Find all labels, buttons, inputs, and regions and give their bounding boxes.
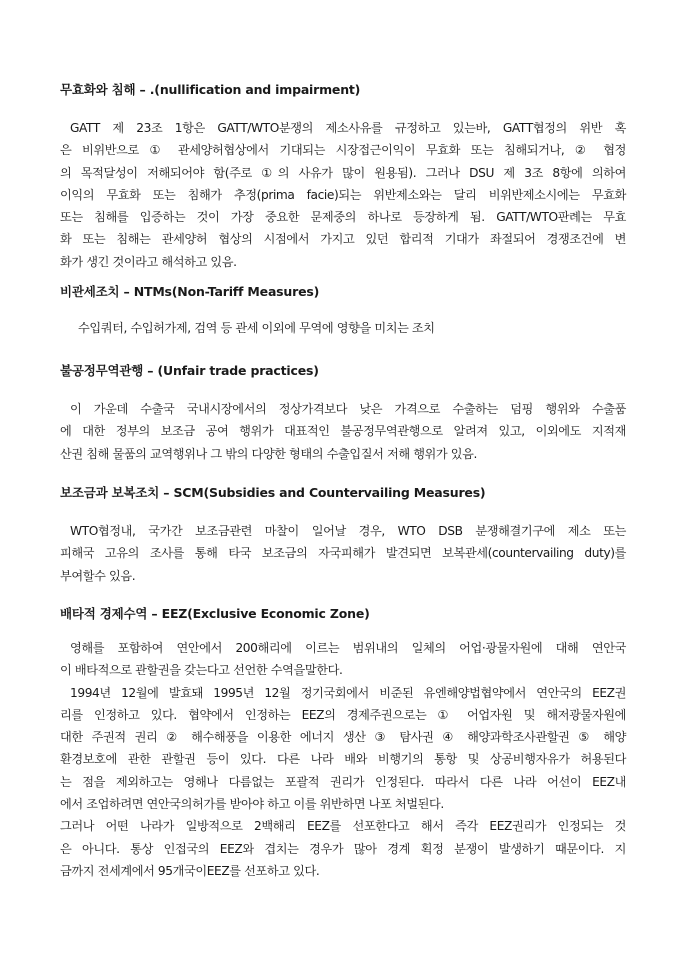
text-line: 부여할수 있음. bbox=[60, 568, 136, 583]
section-heading-unfair-trade: 불공정무역관행 – (Unfair trade practices) bbox=[60, 363, 319, 378]
text-line: 1994년 12월에 발효돼 1995년 12월 정기국회에서 비준된 유엔해양법협약에서 연안국의 EEZ권 bbox=[70, 685, 626, 700]
section-body-unfair-trade bbox=[60, 398, 626, 465]
text-line: 화 또는 침해는 관세양허 협상의 시점에서 가지고 있던 합리적 기대가 좌절되어 경쟁조건에 변 bbox=[60, 232, 626, 247]
text-line: GATT 제 23조 1항은 GATT/WTO분쟁의 제소사유를 규정하고 있는바, GATT협정의 위반 혹 bbox=[70, 121, 626, 135]
text-line: 또는 침해를 입증하는 것이 가장 중요한 문제중의 하나로 등장하게 됨. GATT/WTO판례는 무효 bbox=[60, 210, 626, 225]
text-line: 의 목적달성이 저해되어야 함(주로 ①의 사유가 많이 원용됨). 그러나 DSU 제 3조 8항에 의하여 bbox=[60, 165, 626, 180]
section-heading-ntms: 비관세조치 – NTMs(Non-Tariff Measures) bbox=[60, 284, 320, 299]
text-line: WTO협정내, 국가간 보조금관련 마찰이 일어날 경우, WTO DSB 분쟁해결기구에 제소 또는 bbox=[70, 524, 626, 538]
text-line: 은 아니다. 통상 인접국의 EEZ와 겹치는 경우가 많아 경계 획정 분쟁이 발생하기 때문이다. 지 bbox=[60, 841, 626, 856]
text-line: 이익의 무효화 또는 침해가 추정(prima facie)되는 위반제소와는 달리 비위반제소시에는 무효화 bbox=[60, 187, 626, 202]
text-line: 이 가운데 수출국 국내시장에서의 정상가격보다 낮은 가격으로 수출하는 덤핑 행위와 수출품 bbox=[70, 402, 626, 416]
text-line: 에서 조업하려면 연안국의허가를 받아야 하고 이를 위반하면 나포 처벌된다. bbox=[60, 797, 444, 812]
text-line: 화가 생긴 것이라고 해석하고 있음. bbox=[60, 254, 237, 269]
section-heading-eez: 배타적 경제수역 – EEZ(Exclusive Economic Zone) bbox=[60, 606, 370, 621]
text-line: 이 배타적으로 관할권을 갖는다고 선언한 수역을말한다. bbox=[60, 663, 343, 678]
section-body-eez bbox=[60, 637, 626, 882]
text-line: 는 점을 제외하고는 영해나 다름없는 포괄적 권리가 인정된다. 따라서 다른 나라 어선이 EEZ내 bbox=[60, 774, 626, 789]
text-line: 수입쿼터, 수입허가제, 검역 등 관세 이외에 무역에 영향을 미치는 조치 bbox=[78, 321, 435, 335]
text-line: 금까지 전세계에서 95개국이EEZ를 선포하고 있다. bbox=[60, 863, 320, 878]
text-line: 영해를 포함하여 연안에서 200해리에 이르는 범위내의 일체의 어업·광물자원에 대해 연안국 bbox=[70, 641, 626, 655]
text-line: 그러나 어떤 나라가 일방적으로 2백해리 EEZ를 선포한다고 해서 즉각 EEZ권리가 인정되는 것 bbox=[60, 819, 626, 834]
text-line: 산권 침해 물품의 교역행위나 그 밖의 다양한 형태의 수출입질서 저해 행위가 있음. bbox=[60, 446, 478, 461]
text-line: 환경보호에 관한 관할권 등이 있다. 다른 나라 배와 비행기의 통항 및 상공비행자유가 허용된다 bbox=[60, 752, 626, 767]
text-line: 대한 주권적 권리 ② 해수해풍을 이용한 에너지 생산 ③ 탐사권 ④ 해양과학조사관할권 ⑤ 해양 bbox=[60, 730, 626, 745]
text-line: 리를 인정하고 있다. 협약에서 인정하는 EEZ의 경제주권으로는 ① 어업자원 및 해저광물자원에 bbox=[60, 707, 626, 722]
text-line: 은 비위반으로 ① 관세양허협상에서 기대되는 시장접근이익이 무효화 또는 침해되거나, ② 협정 bbox=[60, 143, 626, 158]
text-line: 피해국 고유의 조사를 통해 타국 보조금의 자국피해가 발견되면 보복관세(countervailing duty)를 bbox=[60, 546, 626, 561]
section-body-nullification bbox=[60, 117, 626, 273]
section-heading-nullification: 무효화와 침해 – .(nullification and impairment) bbox=[60, 82, 361, 97]
section-body-ntms bbox=[60, 317, 626, 339]
text-line: 에 대한 정부의 보조금 공여 행위가 대표적인 불공정무역관행으로 알려져 있고, 이외에도 지적재 bbox=[60, 424, 626, 439]
section-heading-scm: 보조금과 보복조치 – SCM(Subsidies and Countervailing Measures) bbox=[60, 485, 486, 500]
section-body-scm bbox=[60, 520, 626, 587]
